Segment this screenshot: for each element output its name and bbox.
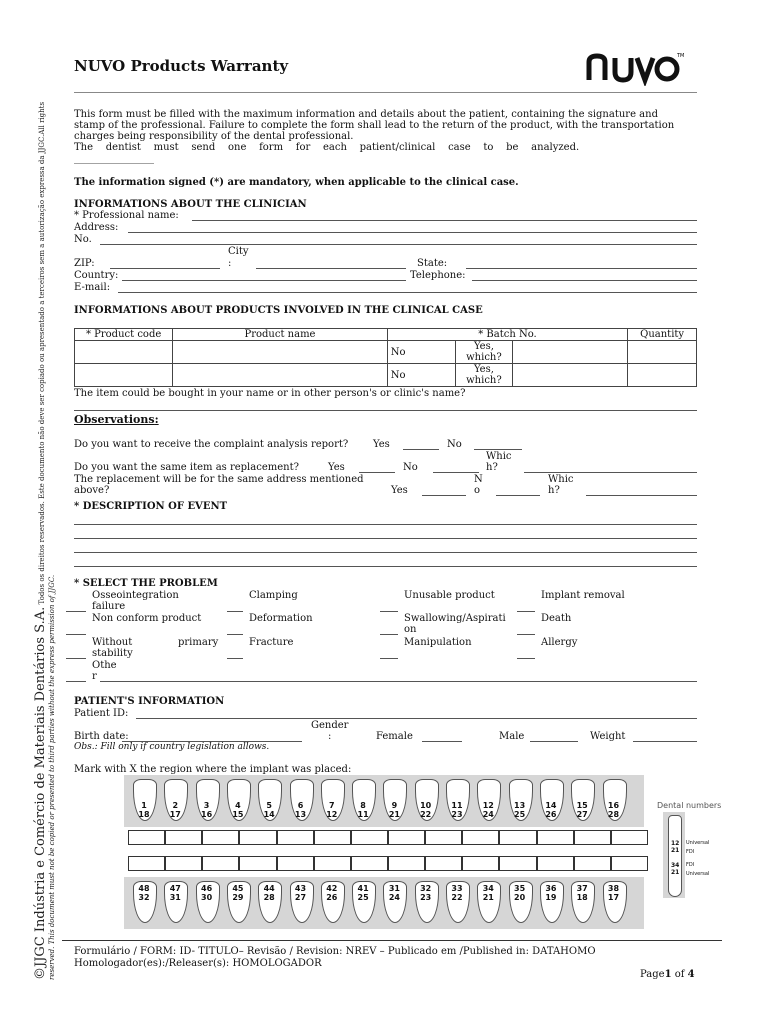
- tooth-fdi-number: 18: [138, 810, 150, 819]
- tooth-fdi-number: 23: [451, 810, 463, 819]
- description-heading: * DESCRIPTION OF EVENT: [74, 501, 228, 512]
- tooth-number: [413, 884, 439, 902]
- tooth-number: [256, 801, 282, 819]
- tooth-number: [475, 801, 501, 819]
- tooth-universal-number: 5: [266, 801, 272, 810]
- number-label: No.: [74, 234, 92, 245]
- bought-question: The item could be bought in your name or in other person's or clinic's name?: [74, 388, 466, 399]
- marking-cell[interactable]: [388, 830, 425, 845]
- tooth-fdi-number: 32: [138, 893, 150, 902]
- nuvo-logo: [585, 48, 685, 86]
- patient-id-field[interactable]: [136, 718, 697, 719]
- marking-cell[interactable]: [462, 856, 499, 871]
- tooth-fdi-number: 21: [482, 893, 494, 902]
- tooth-fdi-number: 16: [201, 810, 213, 819]
- tooth-number: [444, 884, 470, 902]
- tooth-universal-number: 8: [360, 801, 366, 810]
- number-field[interactable]: [100, 244, 697, 245]
- birth-date-label: Birth date:: [74, 731, 129, 742]
- intro-line-5: ________________: [74, 153, 154, 164]
- tooth-universal-number: 47: [169, 884, 181, 893]
- upper-marking-row: [128, 830, 648, 845]
- tooth-universal-number: 2: [172, 801, 179, 810]
- patient-heading: PATIENT'S INFORMATION: [74, 696, 225, 707]
- tooth-number: [256, 884, 282, 902]
- email-label: E-mail:: [74, 282, 111, 293]
- address-question-b: above?: [74, 485, 110, 496]
- tooth-number: [162, 884, 188, 902]
- address-no-label-b: o: [474, 485, 481, 496]
- table-header-row: [75, 329, 697, 341]
- replacement-yes-field[interactable]: [359, 472, 395, 473]
- address-which-label-a: Whic: [548, 474, 574, 485]
- death-checkbox[interactable]: [517, 634, 535, 635]
- tooth-universal-number: 11: [451, 801, 463, 810]
- tooth-universal-number: 6: [297, 801, 304, 810]
- implant-removal-checkbox[interactable]: [517, 611, 535, 612]
- products-heading: INFORMATIONS ABOUT PRODUCTS INVOLVED IN THE CLINICAL CASE: [74, 305, 483, 316]
- problem-heading: * SELECT THE PROBLEM: [74, 578, 218, 589]
- without-stability-label-a: Without: [92, 637, 133, 648]
- col-product-code: * Product code: [75, 329, 173, 341]
- report-yes-label: Yes: [373, 439, 390, 450]
- other-field[interactable]: [100, 681, 697, 682]
- tooth-universal-number: 15: [576, 801, 588, 810]
- gender-label: Gender: [311, 720, 349, 731]
- tooth-number: [507, 884, 533, 902]
- clamping-label: Clamping: [249, 590, 298, 601]
- products-table: [74, 328, 697, 387]
- weight-label: Weight: [590, 731, 626, 742]
- legend-fdi-number: 21: [671, 847, 680, 854]
- tooth-number: [507, 801, 533, 819]
- marking-cell[interactable]: [128, 856, 165, 871]
- allergy-checkbox[interactable]: [517, 658, 535, 659]
- marking-cell[interactable]: [425, 830, 462, 845]
- without-stability-checkbox[interactable]: [66, 658, 86, 659]
- replacement-which-label-a: Whic: [486, 451, 512, 462]
- tooth-fdi-number: 23: [420, 893, 432, 902]
- marking-cell[interactable]: [202, 856, 239, 871]
- marking-cell[interactable]: [277, 856, 314, 871]
- tooth-universal-number: 45: [232, 884, 244, 893]
- tooth-fdi-number: 28: [263, 893, 275, 902]
- tooth-fdi-number: 19: [545, 893, 557, 902]
- tooth-universal-number: 14: [545, 801, 557, 810]
- table-row: [75, 341, 697, 364]
- product-name-cell[interactable]: [173, 341, 388, 364]
- rights-text-2: reserved. This document must not be copied or presented to third parties without the express permission of JJGC.: [48, 574, 56, 980]
- tooth-universal-number: 7: [329, 801, 335, 810]
- marking-cell[interactable]: [314, 856, 351, 871]
- nonconform-label: Non conform product: [92, 613, 202, 624]
- tooth-number: [350, 884, 376, 902]
- marking-cell[interactable]: [165, 830, 202, 845]
- copyright-text: ©JJGC Indústria e Comércio de Materiais Dentários S.A.: [33, 606, 48, 980]
- tooth-fdi-number: 26: [545, 810, 557, 819]
- observations-heading: Observations:: [74, 413, 159, 426]
- marking-cell[interactable]: [351, 830, 388, 845]
- tooth-number: [319, 884, 345, 902]
- address-no-field[interactable]: [496, 495, 540, 496]
- marking-cell[interactable]: [499, 830, 536, 845]
- other-checkbox[interactable]: [66, 681, 86, 682]
- tooth-universal-number: 44: [263, 884, 275, 893]
- lower-marking-row: [128, 856, 648, 871]
- swallowing-checkbox[interactable]: [380, 634, 398, 635]
- swallowing-label-b: on: [404, 624, 417, 635]
- tooth-universal-number: 3: [203, 801, 210, 810]
- replacement-which-label-b: h?: [486, 462, 498, 473]
- tooth-universal-number: 38: [607, 884, 620, 893]
- intro-line-1: This form must be filled with the maximum information and details about the patient, containing the signature and: [74, 109, 658, 120]
- legend-universal-label: Universal: [686, 840, 710, 846]
- replacement-question: Do you want the same item as replacement?: [74, 462, 299, 473]
- replacement-no-field[interactable]: [433, 472, 479, 473]
- city-colon: :: [228, 258, 232, 269]
- tooth-universal-number: 1: [141, 801, 147, 810]
- report-question: Do you want to receive the complaint analysis report?: [74, 439, 349, 450]
- city-field[interactable]: [256, 268, 406, 269]
- footer-line-2: Homologador(es):/Releaser(s): HOMOLOGADOR: [74, 958, 322, 969]
- tooth-number: [350, 801, 376, 819]
- tooth-number: [538, 884, 564, 902]
- report-no-field[interactable]: [474, 449, 522, 450]
- tooth-number: [131, 801, 157, 819]
- deformation-label: Deformation: [249, 613, 313, 624]
- col-batch: * Batch No.: [387, 329, 627, 341]
- marking-cell[interactable]: [202, 830, 239, 845]
- male-label: Male: [499, 731, 525, 742]
- tooth-fdi-number: 22: [451, 893, 463, 902]
- table-row: [75, 364, 697, 387]
- legend-fdi-label: FDI: [686, 849, 695, 855]
- product-code-cell[interactable]: [75, 364, 173, 387]
- tooth-fdi-number: 14: [263, 810, 275, 819]
- tooth-fdi-number: 25: [514, 810, 526, 819]
- tooth-fdi-number: 24: [388, 893, 400, 902]
- country-label: Country:: [74, 270, 119, 281]
- tooth-fdi-number: 21: [388, 810, 400, 819]
- tooth-number: [131, 884, 157, 902]
- zip-field[interactable]: [110, 268, 220, 269]
- country-field[interactable]: [122, 280, 406, 281]
- page-indicator: Page1 of 4: [640, 969, 695, 980]
- state-label: State:: [417, 258, 448, 269]
- tooth-number: [601, 801, 627, 819]
- nonconform-checkbox[interactable]: [66, 634, 86, 635]
- professional-name-label: * Professional name:: [74, 210, 179, 221]
- tooth-fdi-number: 29: [232, 893, 244, 902]
- death-label: Death: [541, 613, 572, 624]
- tooth-universal-number: 13: [514, 801, 526, 810]
- report-yes-field[interactable]: [403, 449, 439, 450]
- tooth-universal-number: 42: [326, 884, 338, 893]
- email-field[interactable]: [118, 292, 697, 293]
- professional-name-field[interactable]: [192, 220, 697, 221]
- tooth-fdi-number: 27: [576, 810, 588, 819]
- male-field[interactable]: [530, 741, 578, 742]
- tooth-universal-number: 4: [235, 801, 241, 810]
- batch-no-option[interactable]: No: [387, 364, 455, 387]
- osseointegration-label-b: failure: [92, 601, 126, 612]
- address-no-label-a: N: [474, 474, 483, 485]
- footer-divider: [62, 940, 722, 941]
- female-field[interactable]: [422, 741, 462, 742]
- col-quantity: Quantity: [628, 329, 697, 341]
- replacement-which-field[interactable]: [524, 472, 697, 473]
- tooth-number: [162, 801, 188, 819]
- tooth-number: [225, 801, 251, 819]
- osseointegration-label-a: Osseointegration: [92, 590, 179, 601]
- header-divider: [74, 92, 697, 93]
- tooth-universal-number: 9: [391, 801, 398, 810]
- replacement-no-label: No: [403, 462, 418, 473]
- clinician-heading: INFORMATIONS ABOUT THE CLINICIAN: [74, 199, 307, 210]
- marking-cell[interactable]: [574, 856, 611, 871]
- manipulation-label: Manipulation: [404, 637, 472, 648]
- gender-colon: :: [328, 731, 332, 742]
- tooth-number: [288, 884, 314, 902]
- tooth-universal-number: 16: [607, 801, 620, 810]
- tooth-number: [288, 801, 314, 819]
- address-which-field[interactable]: [586, 495, 697, 496]
- legislation-note: Obs.: Fill only if country legislation allows.: [74, 742, 270, 752]
- weight-field[interactable]: [633, 741, 697, 742]
- intro-line-4: The dentist must send one form for each patient/clinical case to be analyzed.: [74, 142, 580, 153]
- batch-number-cell[interactable]: [512, 364, 627, 387]
- intro-line-3: charges being responsibility of the dental professional.: [74, 131, 354, 142]
- tooth-fdi-number: 11: [357, 810, 369, 819]
- legend-universal-label-2: Universal: [686, 871, 710, 877]
- marking-cell[interactable]: [574, 830, 611, 845]
- tooth-fdi-number: 24: [482, 810, 494, 819]
- tooth-universal-number: 46: [201, 884, 213, 893]
- marking-cell[interactable]: [425, 856, 462, 871]
- tooth-fdi-number: 28: [607, 810, 620, 819]
- telephone-label: Telephone:: [410, 270, 466, 281]
- marking-cell[interactable]: [611, 830, 648, 845]
- tooth-fdi-number: 20: [514, 893, 526, 902]
- fracture-label: Fracture: [249, 637, 294, 648]
- tooth-number: [319, 801, 345, 819]
- legend-universal-number: 12: [671, 840, 680, 847]
- marking-cell[interactable]: [537, 856, 574, 871]
- tooth-fdi-number: 13: [294, 810, 307, 819]
- tooth-fdi-number: 17: [169, 810, 181, 819]
- sidebar-copyright: [33, 80, 57, 980]
- tooth-number: [569, 801, 595, 819]
- marking-cell[interactable]: [499, 856, 536, 871]
- tooth-number: [538, 801, 564, 819]
- tooth-fdi-number: 26: [326, 893, 338, 902]
- batch-number-cell[interactable]: [512, 341, 627, 364]
- legend-tooth: [668, 815, 682, 897]
- tooth-universal-number: 37: [576, 884, 588, 893]
- state-field[interactable]: [466, 268, 697, 269]
- zip-label: ZIP:: [74, 258, 95, 269]
- tooth-fdi-number: 25: [357, 893, 369, 902]
- report-no-label: No: [447, 439, 462, 450]
- other-label-a: Othe: [92, 660, 117, 671]
- patient-id-label: Patient ID:: [74, 708, 129, 719]
- unusable-label: Unusable product: [404, 590, 495, 601]
- marking-cell[interactable]: [351, 856, 388, 871]
- telephone-field[interactable]: [472, 280, 697, 281]
- tooth-number: [194, 801, 220, 819]
- tooth-number: [475, 884, 501, 902]
- replacement-yes-label: Yes: [328, 462, 345, 473]
- without-stability-label-b: stability: [92, 648, 133, 659]
- legend-fdi-label-2: FDI: [686, 862, 695, 868]
- clamping-checkbox[interactable]: [227, 611, 243, 612]
- tooth-number: [194, 884, 220, 902]
- tooth-universal-number: 35: [514, 884, 526, 893]
- marking-cell[interactable]: [128, 830, 165, 845]
- tooth-number: [444, 801, 470, 819]
- svg-text:TM: TM: [677, 53, 685, 59]
- osseointegration-checkbox[interactable]: [66, 611, 86, 612]
- legend-title: Dental numbers: [657, 801, 722, 810]
- marking-cell[interactable]: [388, 856, 425, 871]
- tooth-universal-number: 43: [294, 884, 307, 893]
- tooth-universal-number: 32: [420, 884, 432, 893]
- address-yes-field[interactable]: [422, 495, 466, 496]
- tooth-number: [413, 801, 439, 819]
- footer-line-1: Formulário / FORM: ID- TITULO– Revisão / Revision: NREV – Publicado em /Published in: DATAHOMO: [74, 946, 596, 957]
- marking-cell[interactable]: [611, 856, 648, 871]
- marking-cell[interactable]: [165, 856, 202, 871]
- batch-yes-option[interactable]: Yes, which?: [456, 364, 513, 387]
- other-label-b: r: [92, 671, 97, 682]
- address-which-label-b: h?: [548, 485, 560, 496]
- description-line[interactable]: [74, 566, 697, 567]
- tooth-universal-number: 31: [388, 884, 400, 893]
- tooth-fdi-number: 22: [420, 810, 432, 819]
- description-line[interactable]: [74, 538, 697, 539]
- deformation-checkbox[interactable]: [227, 634, 243, 635]
- without-stability-primary: primary: [178, 637, 219, 648]
- intro-line-2: stamp of the professional. Failure to complete the form shall lead to the return of the product, with the transportation: [74, 120, 675, 131]
- marking-cell[interactable]: [314, 830, 351, 845]
- tooth-fdi-number: 30: [201, 893, 213, 902]
- tooth-fdi-number: 31: [169, 893, 181, 902]
- tooth-fdi-number: 12: [326, 810, 338, 819]
- rights-text-1: Todos os direitos reservados. Este documento não deve ser copiado ou apresentado a terceiros sem a autorização expressa da JJGC.All rights: [38, 101, 46, 605]
- marking-cell[interactable]: [537, 830, 574, 845]
- marking-cell[interactable]: [239, 830, 276, 845]
- marking-cell[interactable]: [462, 830, 499, 845]
- tooth-universal-number: 12: [482, 801, 494, 810]
- tooth-universal-number: 10: [420, 801, 432, 810]
- product-name-cell[interactable]: [173, 364, 388, 387]
- tooth-number: [381, 801, 407, 819]
- description-line[interactable]: [74, 552, 697, 553]
- batch-no-option[interactable]: No: [387, 341, 455, 364]
- tooth-number: [381, 884, 407, 902]
- mandatory-note: The information signed (*) are mandatory, when applicable to the clinical case.: [74, 177, 519, 188]
- tooth-fdi-number: 18: [576, 893, 588, 902]
- description-line[interactable]: [74, 524, 697, 525]
- batch-yes-option[interactable]: Yes, which?: [456, 341, 513, 364]
- tooth-universal-number: 33: [451, 884, 463, 893]
- quantity-cell[interactable]: [628, 341, 697, 364]
- page-title: NUVO Products Warranty: [74, 57, 289, 75]
- marking-cell[interactable]: [277, 830, 314, 845]
- quantity-cell[interactable]: [628, 364, 697, 387]
- tooth-universal-number: 34: [482, 884, 494, 893]
- legend-universal-number-2: 21: [671, 869, 680, 876]
- implant-removal-label: Implant removal: [541, 590, 625, 601]
- address-question-a: The replacement will be for the same address mentioned: [74, 474, 364, 485]
- tooth-number: [225, 884, 251, 902]
- tooth-universal-number: 41: [357, 884, 369, 893]
- tooth-fdi-number: 17: [607, 893, 620, 902]
- bought-answer-field[interactable]: [74, 410, 697, 411]
- city-label: City: [228, 246, 249, 257]
- tooth-number: [569, 884, 595, 902]
- tooth-number: [601, 884, 627, 902]
- marking-cell[interactable]: [239, 856, 276, 871]
- address-label: Address:: [74, 222, 119, 233]
- col-product-name: Product name: [173, 329, 388, 341]
- legend-fdi-number-2: 34: [671, 862, 680, 869]
- fracture-checkbox[interactable]: [227, 658, 243, 659]
- tooth-fdi-number: 27: [294, 893, 307, 902]
- mark-region-instruction: Mark with X the region where the implant was placed:: [74, 764, 352, 775]
- address-field[interactable]: [128, 232, 697, 233]
- manipulation-checkbox[interactable]: [380, 658, 398, 659]
- tooth-fdi-number: 15: [232, 810, 244, 819]
- tooth-universal-number: 36: [545, 884, 557, 893]
- unusable-checkbox[interactable]: [380, 611, 398, 612]
- address-yes-label: Yes: [391, 485, 408, 496]
- tooth-universal-number: 48: [138, 884, 150, 893]
- female-label: Female: [376, 731, 413, 742]
- product-code-cell[interactable]: [75, 341, 173, 364]
- swallowing-label-a: Swallowing/Aspirati: [404, 613, 506, 624]
- allergy-label: Allergy: [541, 637, 578, 648]
